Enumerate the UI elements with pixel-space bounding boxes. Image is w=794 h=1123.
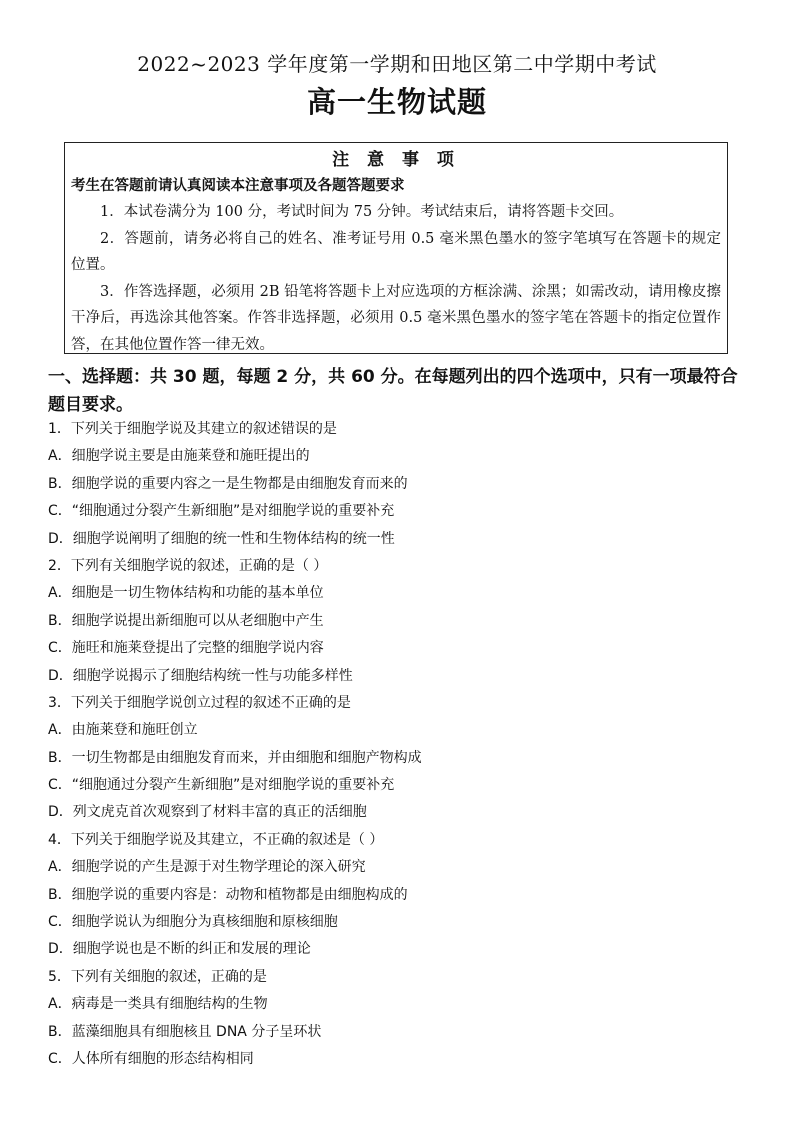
answer-option: B．细胞学说提出新细胞可以从老细胞中产生 bbox=[48, 612, 324, 629]
notice-intro: 考生在答题前请认真阅读本注意事项及各题答题要求 bbox=[71, 178, 405, 194]
section-heading: 一、选择题：共 30 题，每题 2 分，共 60 分。在每题列出的四个选项中，只有一项最符合题目要求。 bbox=[48, 367, 738, 415]
answer-option: B．一切生物都是由细胞发育而来，并由细胞和细胞产物构成 bbox=[48, 749, 422, 766]
question-stem: 1．下列关于细胞学说及其建立的叙述错误的是 bbox=[48, 421, 337, 437]
question-stem: 4．下列关于细胞学说及其建立，不正确的叙述是（ ） bbox=[48, 831, 384, 848]
question-list bbox=[48, 416, 748, 1073]
notice-box bbox=[64, 142, 728, 354]
answer-option: A．病毒是一类具有细胞结构的生物 bbox=[48, 996, 268, 1013]
answer-option: C．人体所有细胞的形态结构相同 bbox=[48, 1050, 254, 1067]
answer-option: B．细胞学说的重要内容是：动物和植物都是由细胞构成的 bbox=[48, 886, 408, 903]
answer-option: B．细胞学说的重要内容之一是生物都是由细胞发育而来的 bbox=[48, 475, 408, 492]
question-stem: 2．下列有关细胞学说的叙述，正确的是（ ） bbox=[48, 557, 328, 574]
answer-option: C．“细胞通过分裂产生新细胞”是对细胞学说的重要补充 bbox=[48, 503, 395, 520]
question-stem: 5．下列有关细胞的叙述，正确的是 bbox=[48, 968, 267, 985]
notice-item: 1．本试卷满分为 100 分，考试时间为 75 分钟。考试结束后，请将答题卡交回。 bbox=[100, 204, 624, 220]
answer-option: C．施旺和施莱登提出了完整的细胞学说内容 bbox=[48, 640, 324, 657]
answer-option: A．细胞是一切生物体结构和功能的基本单位 bbox=[48, 585, 324, 602]
answer-option: C．“细胞通过分裂产生新细胞”是对细胞学说的重要补充 bbox=[48, 777, 395, 794]
answer-option: D．细胞学说揭示了细胞结构统一性与功能多样性 bbox=[48, 667, 353, 684]
question-stem: 3．下列关于细胞学说创立过程的叙述不正确的是 bbox=[48, 694, 351, 711]
notice-heading: 注 意 事 项 bbox=[332, 150, 460, 170]
answer-option: A．由施莱登和施旺创立 bbox=[48, 722, 198, 739]
notice-item: 2．答题前，请务必将自己的姓名、准考证号用 0.5 毫米黑色墨水的签字笔填写在答题卡的规定位置。 bbox=[71, 230, 721, 273]
exam-subtitle: 2022~2023 学年度第一学期和田地区第二中学期中考试 bbox=[137, 52, 657, 76]
answer-option: D．细胞学说阐明了细胞的统一性和生物体结构的统一性 bbox=[48, 530, 395, 547]
answer-option: A．细胞学说主要是由施莱登和施旺提出的 bbox=[48, 448, 310, 465]
answer-option: B．蓝藻细胞具有细胞核且 DNA 分子呈环状 bbox=[48, 1023, 322, 1040]
exam-title: 高一生物试题 bbox=[306, 85, 487, 119]
answer-option: C．细胞学说认为细胞分为真核细胞和原核细胞 bbox=[48, 914, 338, 931]
notice-item: 3．作答选择题，必须用 2B 铅笔将答题卡上对应选项的方框涂满、涂黑；如需改动，请用橡皮擦干净后，再选涂其他答案。作答非选择题，必须用 0.5 毫米黑色墨水的签字笔在答题卡的指定位置作答，在其他位置作答一律无效。 bbox=[71, 283, 721, 353]
answer-option: D．细胞学说也是不断的纠正和发展的理论 bbox=[48, 941, 311, 958]
answer-option: D．列文虎克首次观察到了材料丰富的真正的活细胞 bbox=[48, 804, 367, 821]
answer-option: A．细胞学说的产生是源于对生物学理论的深入研究 bbox=[48, 859, 366, 876]
